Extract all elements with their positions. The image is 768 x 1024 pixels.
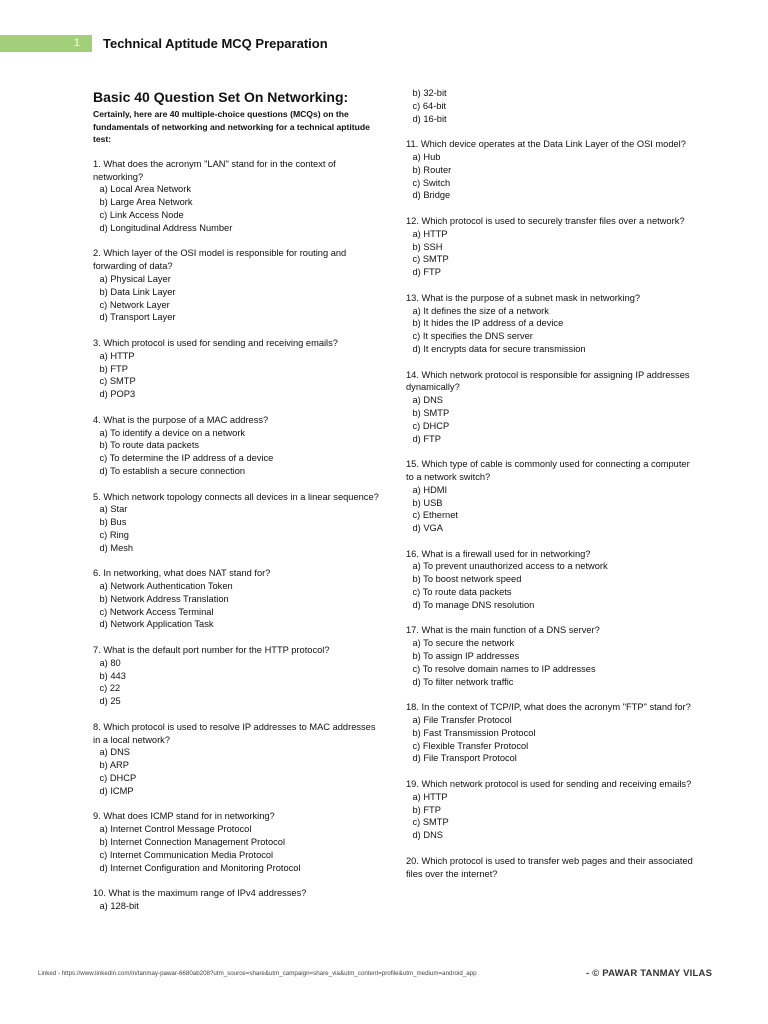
option: d) File Transport Protocol: [412, 753, 517, 764]
question-2: [93, 247, 383, 324]
option: a) 128-bit: [99, 901, 139, 911]
question-18: [406, 701, 696, 765]
option: c) Ethernet: [412, 510, 458, 521]
option: b) To assign IP addresses: [412, 651, 520, 662]
question-12: [406, 215, 696, 279]
question-10-continued: [406, 87, 696, 125]
option: a) To prevent unauthorized access to a network: [412, 561, 608, 572]
footer-linkedin-link[interactable]: Linked - https://www.linkedin.com/in/tanmay-pawar-6680ab208?utm_source=share&utm_campaign=share_via&utm_content=profile&utm_medium=android_app: [38, 970, 477, 977]
question-text: 16. What is a firewall used for in networking?: [406, 548, 591, 559]
option: d) Internet Configuration and Monitoring Protocol: [99, 862, 301, 873]
question-text: 19. Which network protocol is used for sending and receiving emails?: [406, 779, 692, 790]
question-text: 5. Which network topology connects all devices in a linear sequence?: [93, 491, 379, 502]
page-number: 1: [0, 35, 92, 52]
question-4: [93, 414, 383, 478]
question-10: [93, 887, 383, 913]
question-7: [93, 644, 383, 708]
option: d) Longitudinal Address Number: [99, 222, 233, 233]
question-20: [406, 855, 696, 881]
question-text: 13. What is the purpose of a subnet mask in networking?: [406, 292, 641, 303]
question-9: [93, 810, 383, 874]
question-text: 6. In networking, what does NAT stand for?: [93, 568, 271, 579]
option: d) POP3: [99, 389, 136, 400]
option: a) DNS: [412, 395, 443, 406]
option: b) Fast Transmission Protocol: [412, 727, 536, 738]
question-text: 2. Which layer of the OSI model is responsible for routing and forwarding of data?: [93, 248, 347, 272]
option: d) 16-bit: [412, 113, 447, 124]
question-17: [406, 624, 696, 688]
question-5: [93, 491, 383, 555]
option: a) It defines the size of a network: [412, 305, 549, 316]
option: a) Star: [99, 504, 128, 515]
question-text: 17. What is the main function of a DNS server?: [406, 625, 600, 636]
option: c) 22: [99, 683, 121, 694]
option: a) Physical Layer: [99, 273, 171, 284]
question-text: 18. In the context of TCP/IP, what does the acronym "FTP" stand for?: [406, 702, 691, 713]
question-text: 8. Which protocol is used to resolve IP addresses to MAC addresses in a local network?: [93, 721, 376, 745]
option: d) To manage DNS resolution: [412, 599, 535, 610]
option: a) HTTP: [412, 228, 448, 239]
option: d) Transport Layer: [99, 312, 176, 323]
option: c) 64-bit: [412, 100, 447, 111]
question-8: [93, 721, 383, 798]
question-text: 1. What does the acronym "LAN" stand for in the context of networking?: [93, 158, 336, 182]
question-19: [406, 778, 696, 842]
option: a) DNS: [99, 747, 130, 758]
option: c) Network Access Terminal: [99, 606, 214, 617]
option: b) Router: [412, 164, 452, 175]
option: d) DNS: [412, 830, 443, 841]
option: d) VGA: [412, 523, 443, 534]
option: b) It hides the IP address of a device: [412, 318, 564, 329]
option: d) Network Application Task: [99, 619, 214, 630]
option: b) 443: [99, 670, 126, 681]
option: c) To route data packets: [412, 587, 512, 598]
question-text: 9. What does ICMP stand for in networking?: [93, 811, 275, 822]
document-intro: Certainly, here are 40 multiple-choice questions (MCQs) on the fundamentals of networking and networking for a technical aptitude test:: [93, 109, 370, 145]
option: b) Network Address Translation: [99, 593, 229, 604]
option: a) File Transfer Protocol: [412, 715, 512, 726]
option: b) Bus: [99, 517, 127, 528]
document-title: Basic 40 Question Set On Networking:: [93, 89, 349, 105]
header-title: Technical Aptitude MCQ Preparation: [103, 36, 328, 51]
option: b) SSH: [412, 241, 443, 252]
option: c) SMTP: [412, 817, 449, 828]
option: c) Flexible Transfer Protocol: [412, 740, 529, 751]
question-text: 14. Which network protocol is responsible for assigning IP addresses dynamically?: [406, 369, 690, 393]
option: a) Internet Control Message Protocol: [99, 824, 252, 835]
option: d) It encrypts data for secure transmission: [412, 343, 586, 354]
option: c) Network Layer: [99, 299, 170, 310]
option: c) To resolve domain names to IP addresses: [412, 663, 596, 674]
option: c) Switch: [412, 177, 451, 188]
right-column: [406, 87, 696, 893]
question-text: 12. Which protocol is used to securely transfer files over a network?: [406, 215, 685, 226]
option: d) To filter network traffic: [412, 676, 514, 687]
option: c) DHCP: [412, 420, 450, 431]
option: b) USB: [412, 497, 443, 508]
question-11: [406, 138, 696, 202]
option: b) FTP: [412, 804, 441, 815]
option: b) Data Link Layer: [99, 286, 176, 297]
option: a) 80: [99, 657, 121, 668]
option: b) To boost network speed: [412, 574, 522, 585]
question-text: 4. What is the purpose of a MAC address?: [93, 414, 269, 425]
option: c) It specifies the DNS server: [412, 331, 533, 342]
option: b) SMTP: [412, 407, 450, 418]
option: b) FTP: [99, 363, 128, 374]
option: c) To determine the IP address of a device: [99, 453, 274, 464]
question-6: [93, 567, 383, 631]
option: a) Local Area Network: [99, 184, 191, 195]
option: d) ICMP: [99, 785, 134, 796]
option: b) 32-bit: [412, 88, 447, 98]
question-15: [406, 458, 696, 535]
option: a) HTTP: [99, 350, 135, 361]
option: d) Mesh: [99, 542, 134, 553]
option: c) Internet Communication Media Protocol: [99, 849, 274, 860]
option: b) Large Area Network: [99, 197, 193, 208]
footer-author: - © PAWAR TANMAY VILAS: [586, 968, 713, 979]
option: c) SMTP: [412, 254, 449, 265]
option: a) HTTP: [412, 791, 448, 802]
option: a) HDMI: [412, 484, 448, 495]
question-text: 7. What is the default port number for the HTTP protocol?: [93, 645, 330, 656]
question-16: [406, 548, 696, 612]
question-14: [406, 369, 696, 446]
option: d) 25: [99, 696, 121, 707]
option: a) To secure the network: [412, 638, 515, 649]
option: b) ARP: [99, 760, 129, 771]
question-13: [406, 292, 696, 356]
question-3: [93, 337, 383, 401]
question-text: 11. Which device operates at the Data Link Layer of the OSI model?: [406, 139, 686, 150]
option: d) FTP: [412, 433, 441, 444]
option: d) Bridge: [412, 190, 451, 201]
option: b) Internet Connection Management Protocol: [99, 837, 286, 848]
question-text: 3. Which protocol is used for sending and receiving emails?: [93, 337, 338, 348]
option: c) DHCP: [99, 773, 137, 784]
option: b) To route data packets: [99, 440, 200, 451]
option: a) Hub: [412, 151, 441, 162]
option: c) Link Access Node: [99, 209, 184, 220]
option: d) To establish a secure connection: [99, 465, 246, 476]
question-text: 10. What is the maximum range of IPv4 addresses?: [93, 888, 307, 899]
left-column: [93, 88, 383, 926]
option: c) SMTP: [99, 376, 136, 387]
question-text: 20. Which protocol is used to transfer web pages and their associated files over the internet?: [406, 855, 693, 879]
question-1: [93, 158, 383, 235]
option: a) Network Authentication Token: [99, 581, 233, 592]
option: c) Ring: [99, 529, 129, 540]
question-text: 15. Which type of cable is commonly used for connecting a computer to a network switch?: [406, 459, 690, 482]
option: a) To identify a device on a network: [99, 427, 246, 438]
option: d) FTP: [412, 267, 441, 278]
